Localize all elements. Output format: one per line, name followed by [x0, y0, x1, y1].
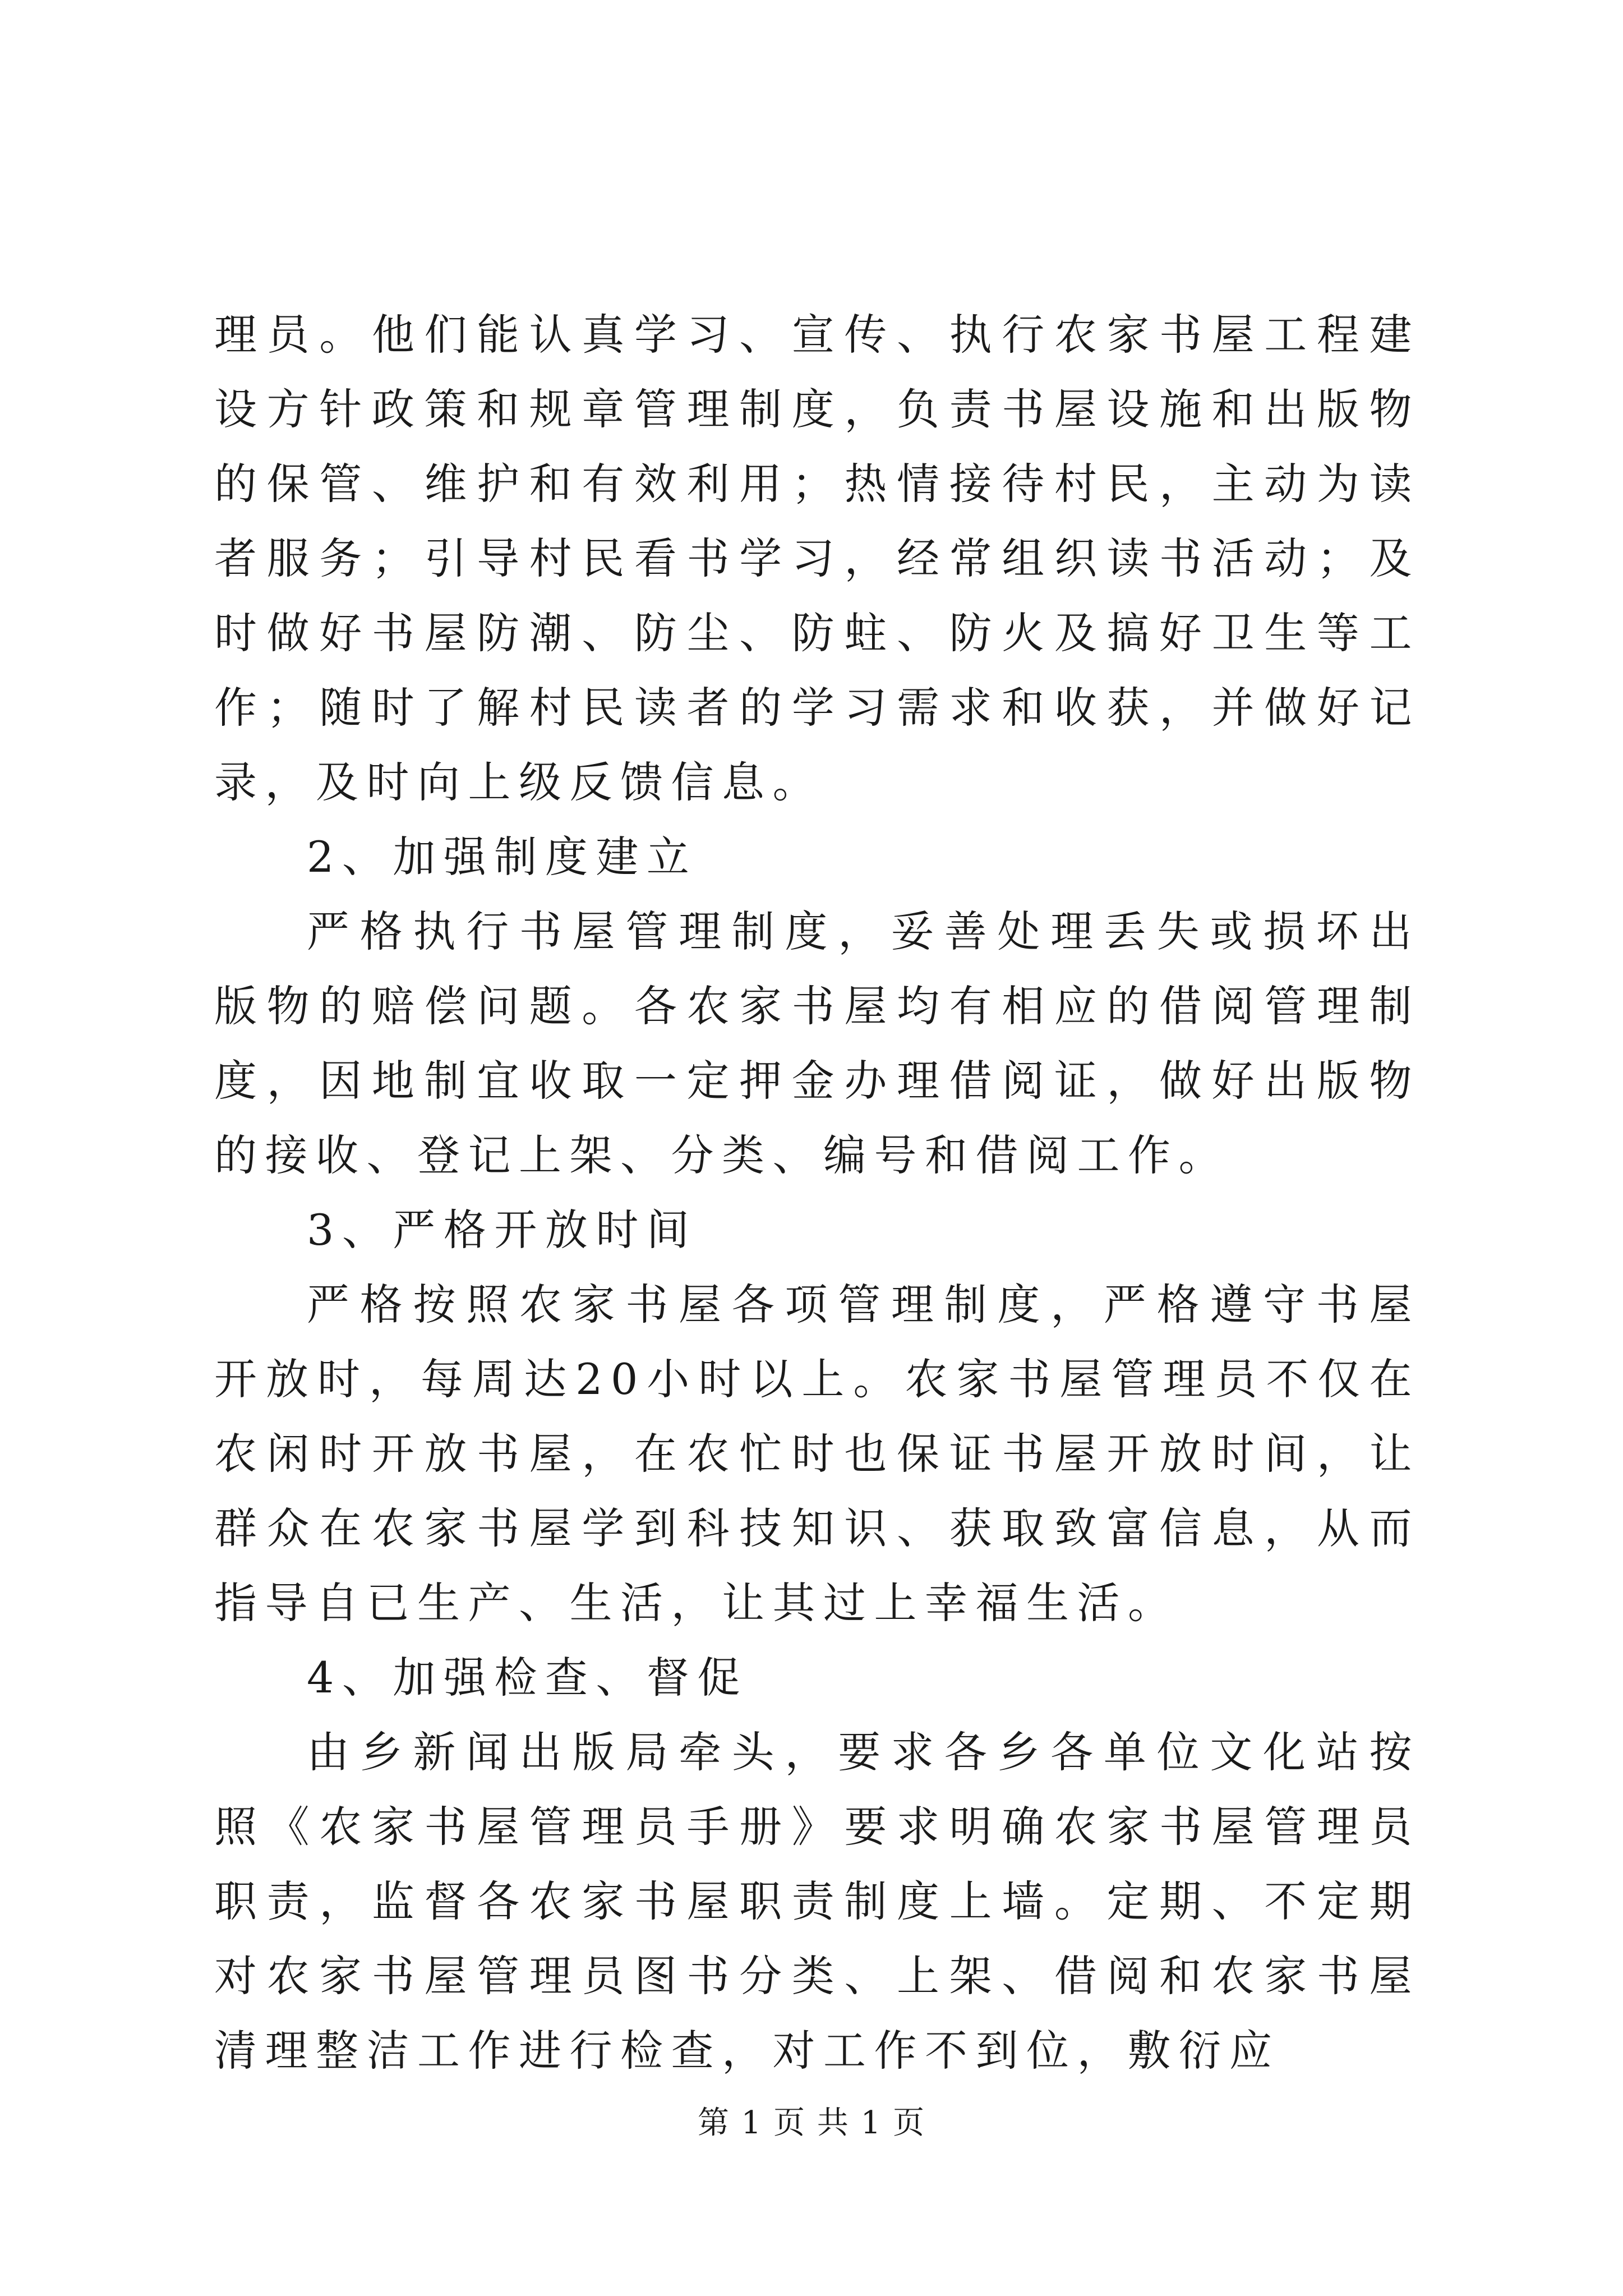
paragraph-section-2: 严格执行书屋管理制度，妥善处理丢失或损坏出版物的赔偿问题。各农家书屋均有相应的借阅管理制度，因地制宜收取一定押金办理借阅证，做好出版物的接收、登记上架、分类、编号和借阅工作。 — [214, 907, 1420, 1180]
paragraph-section-4: 由乡新闻出版局牵头，要求各乡各单位文化站按照《农家书屋管理员手册》要求明确农家书屋管理员职责，监督各农家书屋职责制度上墙。定期、不定期对农家书屋管理员图书分类、上架、借阅和农家书屋清理整洁工作进行检查，对工作不到位，敷衍应 — [214, 1727, 1420, 2076]
paragraph-continuation: 理员。他们能认真学习、宣传、执行农家书屋工程建设方针政策和规章管理制度，负责书屋设施和出版物的保管、维护和有效利用；热情接待村民，主动为读者服务；引导村民看书学习，经常组织读书活动；及时做好书屋防潮、防尘、防蛀、防火及搞好卫生等工作；随时了解村民读者的学习需求和收获，并做好记录，及时向上级反馈信息。 — [214, 310, 1420, 807]
document-body — [214, 297, 1420, 2088]
section-heading-2: 2、加强制度建立 — [307, 832, 698, 882]
section-heading-4: 4、加强检查、督促 — [307, 1653, 748, 1703]
paragraph-section-3: 严格按照农家书屋各项管理制度，严格遵守书屋开放时，每周达20小时以上。农家书屋管理员不仅在农闲时开放书屋，在农忙时也保证书屋开放时间，让群众在农家书屋学到科技知识、获取致富信息，从而指导自已生产、生活，让其过上幸福生活。 — [214, 1280, 1420, 1628]
page-footer: 第 1 页 共 1 页 — [697, 2105, 926, 2141]
section-heading-3: 3、严格开放时间 — [307, 1205, 698, 1255]
